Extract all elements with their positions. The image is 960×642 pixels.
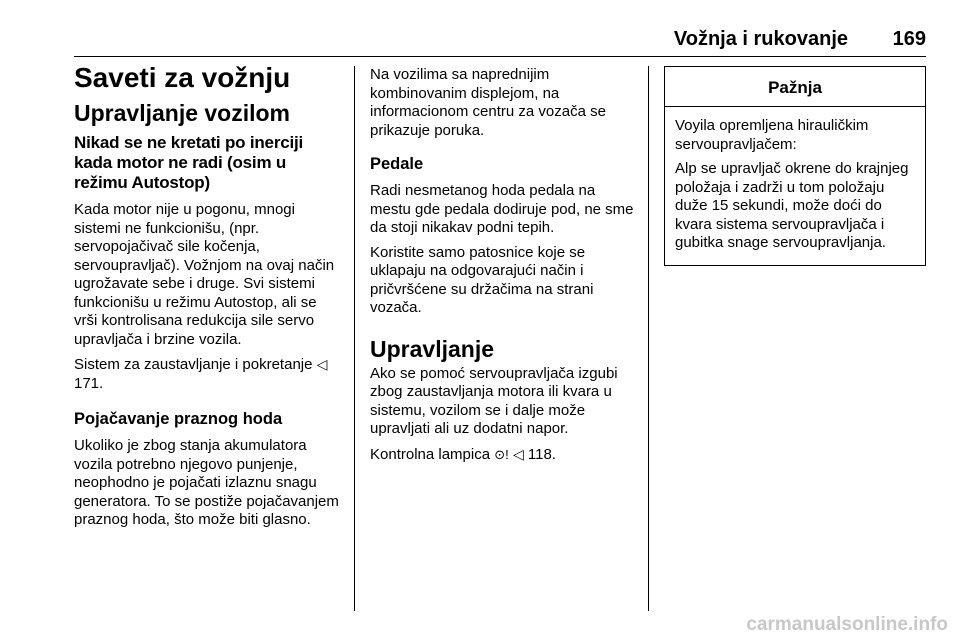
page-ref-icon: ◁ [316, 356, 328, 372]
paragraph: Radi nesmetanog hoda pedala na mestu gde pedala dodiruje pod, ne sme da stoji nikakav podni tepih. [370, 182, 634, 236]
steering-warning-icon: ⊙! [494, 446, 509, 462]
paragraph-text: Sistem za zaustavljanje i pokretanje [74, 356, 313, 373]
paragraph: Ukoliko je zbog stanja akumulatora vozila potrebno njegovo punjenje, neophodno je pojačati izlaznu snagu generatora. To se postiže pojačavanjem praznog hoda, što može biti glasno. [74, 437, 339, 528]
paragraph: Na vozilima sa naprednijim kombinovanim displejom, na informacionom centru za vozača se prikazuje poruka. [370, 66, 606, 139]
column-1 [74, 62, 344, 536]
column-divider [648, 66, 649, 611]
page-ref[interactable]: 118. [527, 445, 556, 463]
subsection-heading: Pedale [370, 155, 424, 173]
paragraph: Koristite samo patosnice koje se uklapaju na odgovarajući način i pričvršćene su držačima na strani vozača. [370, 243, 594, 316]
subsection-heading: Pojačavanje praznog hoda [74, 410, 283, 428]
column-2 [370, 66, 640, 470]
paragraph: Kada motor nije u pogonu, mnogi sistemi ne funkcionišu, (npr. servopojačivač sile kočenja, servoupravljač). Vožnjom na ovaj način ugrožavate sebe i druge. Svi sistemi funkcionišu u režimu Autostop, ali se vrši kontrolisana redukcija sile servo upravljača i brzine vozila. [74, 201, 335, 348]
notice-body [665, 107, 925, 265]
page-number: 169 [892, 28, 926, 50]
section-heading: Upravljanje [370, 335, 494, 362]
page-ref[interactable]: 171. [74, 374, 104, 392]
notice-box [664, 66, 926, 266]
paragraph-with-ref [370, 445, 640, 465]
watermark: carmanualsonline.info [746, 614, 948, 635]
page-ref-icon: ◁ [512, 445, 524, 462]
subsection-heading: Nikad se ne kretati po inerciji kada motor ne radi (osim u režimu Autostop) [74, 133, 304, 192]
paragraph: Alp se upravljač okrene do krajnjeg položaja i zadrži u tom položaju duže 15 sekundi, može doći do kvara sistema servoupravljača i gubitka snage servoupravljanja. [675, 160, 909, 251]
section-title: Vožnja i rukovanje [673, 28, 848, 50]
section-heading: Upravljanje vozilom [74, 100, 291, 126]
chapter-title: Saveti za vožnju [74, 62, 291, 93]
column-divider [354, 66, 355, 611]
paragraph: Ako se pomoć servoupravljača izgubi zbog zaustavljanja motora ili kvara u sistemu, vozilom se i dalje može upravljati ali uz dodatni napor. [370, 364, 618, 437]
paragraph-with-ref [74, 355, 344, 393]
column-3 [664, 66, 926, 266]
page-header [74, 26, 926, 57]
notice-title: Pažnja [665, 67, 925, 107]
paragraph: Voyila opremljena hirauličkim servoupravljačem: [675, 117, 869, 153]
paragraph-text: Kontrolna lampica [370, 445, 491, 463]
